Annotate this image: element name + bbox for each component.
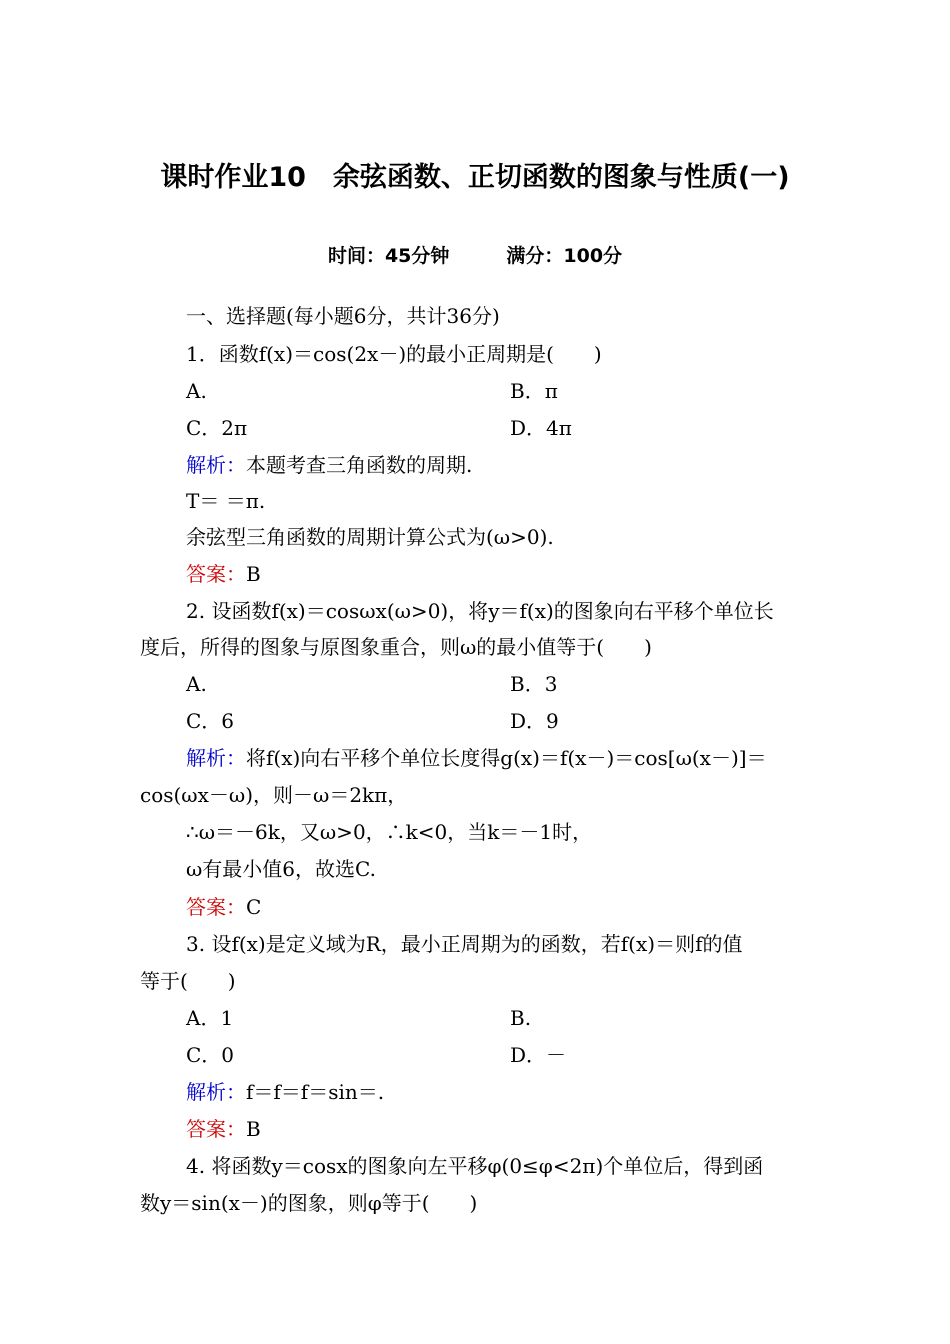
q2-option-a: A.	[186, 672, 207, 696]
q2-stem-line1: 2. 设函数f(x)＝cosωx(ω>0)，将y＝f(x)的图象向右平移个单位长	[186, 599, 774, 623]
q1-answer-value: B	[246, 562, 261, 586]
q1-option-a: A.	[186, 379, 207, 403]
q2-stem-line2: 度后，所得的图象与原图象重合，则ω的最小值等于( )	[140, 635, 652, 659]
q2-analysis	[186, 744, 767, 772]
q3-analysis	[186, 1078, 384, 1106]
q3-option-c: C．0	[186, 1043, 235, 1067]
q2-option-c: C．6	[186, 709, 235, 733]
q3-stem-line1: 3. 设f(x)是定义域为R，最小正周期为的函数，若f(x)＝则f的值	[186, 932, 743, 956]
answer-label: 答案：	[186, 895, 246, 919]
q2-option-b: B．3	[510, 672, 558, 696]
q2-analysis-line4: ω有最小值6，故选C.	[186, 857, 376, 881]
q1-option-c: C．2π	[186, 416, 248, 440]
q1-option-d: D．4π	[510, 416, 572, 440]
q2-answer	[186, 893, 261, 921]
q3-stem-line2: 等于( )	[140, 969, 236, 993]
q2-analysis-line2: cos(ωx－ω)，则－ω＝2kπ，	[140, 783, 408, 807]
q3-analysis-line1: f＝f＝f＝sin＝.	[246, 1080, 385, 1104]
q2-analysis-line1: 将f(x)向右平移个单位长度得g(x)＝f(x－)＝cos[ω(x－)]＝	[246, 746, 767, 770]
q2-analysis-line3: ∴ω＝－6k，又ω>0，∴k<0，当k＝－1时，	[186, 820, 593, 844]
analysis-label: 解析：	[186, 453, 246, 477]
q1-analysis-line1: 本题考查三角函数的周期.	[246, 453, 473, 477]
q3-option-b: B.	[510, 1006, 532, 1030]
q1-answer	[186, 560, 261, 588]
q4-stem-line2: 数y＝sin(x－)的图象，则φ等于( )	[140, 1191, 478, 1215]
section-heading: 一、选择题(每小题6分，共计36分)	[186, 304, 500, 328]
answer-label: 答案：	[186, 562, 246, 586]
q3-option-d: D．－	[510, 1043, 567, 1067]
q2-answer-value: C	[246, 895, 262, 919]
q3-option-a: A．1	[186, 1006, 234, 1030]
q1-analysis	[186, 451, 472, 479]
q4-stem-line1: 4. 将函数y＝cosx的图象向左平移φ(0≤φ<2π)个单位后，得到函	[186, 1154, 764, 1178]
analysis-label: 解析：	[186, 746, 246, 770]
answer-label: 答案：	[186, 1117, 246, 1141]
q2-option-d: D．9	[510, 709, 559, 733]
q3-answer-value: B	[246, 1117, 261, 1141]
q1-analysis-line3: 余弦型三角函数的周期计算公式为(ω>0).	[186, 525, 554, 549]
analysis-label: 解析：	[186, 1080, 246, 1104]
q3-answer	[186, 1115, 261, 1143]
q1-stem: 1．函数f(x)＝cos(2x－)的最小正周期是( )	[186, 342, 602, 366]
time-score-info: 时间：45分钟 满分：100分	[327, 245, 623, 267]
page-title: 课时作业10 余弦函数、正切函数的图象与性质(一)	[160, 162, 790, 193]
q1-analysis-line2: T＝ ＝π.	[186, 489, 266, 513]
q1-option-b: B．π	[510, 379, 558, 403]
